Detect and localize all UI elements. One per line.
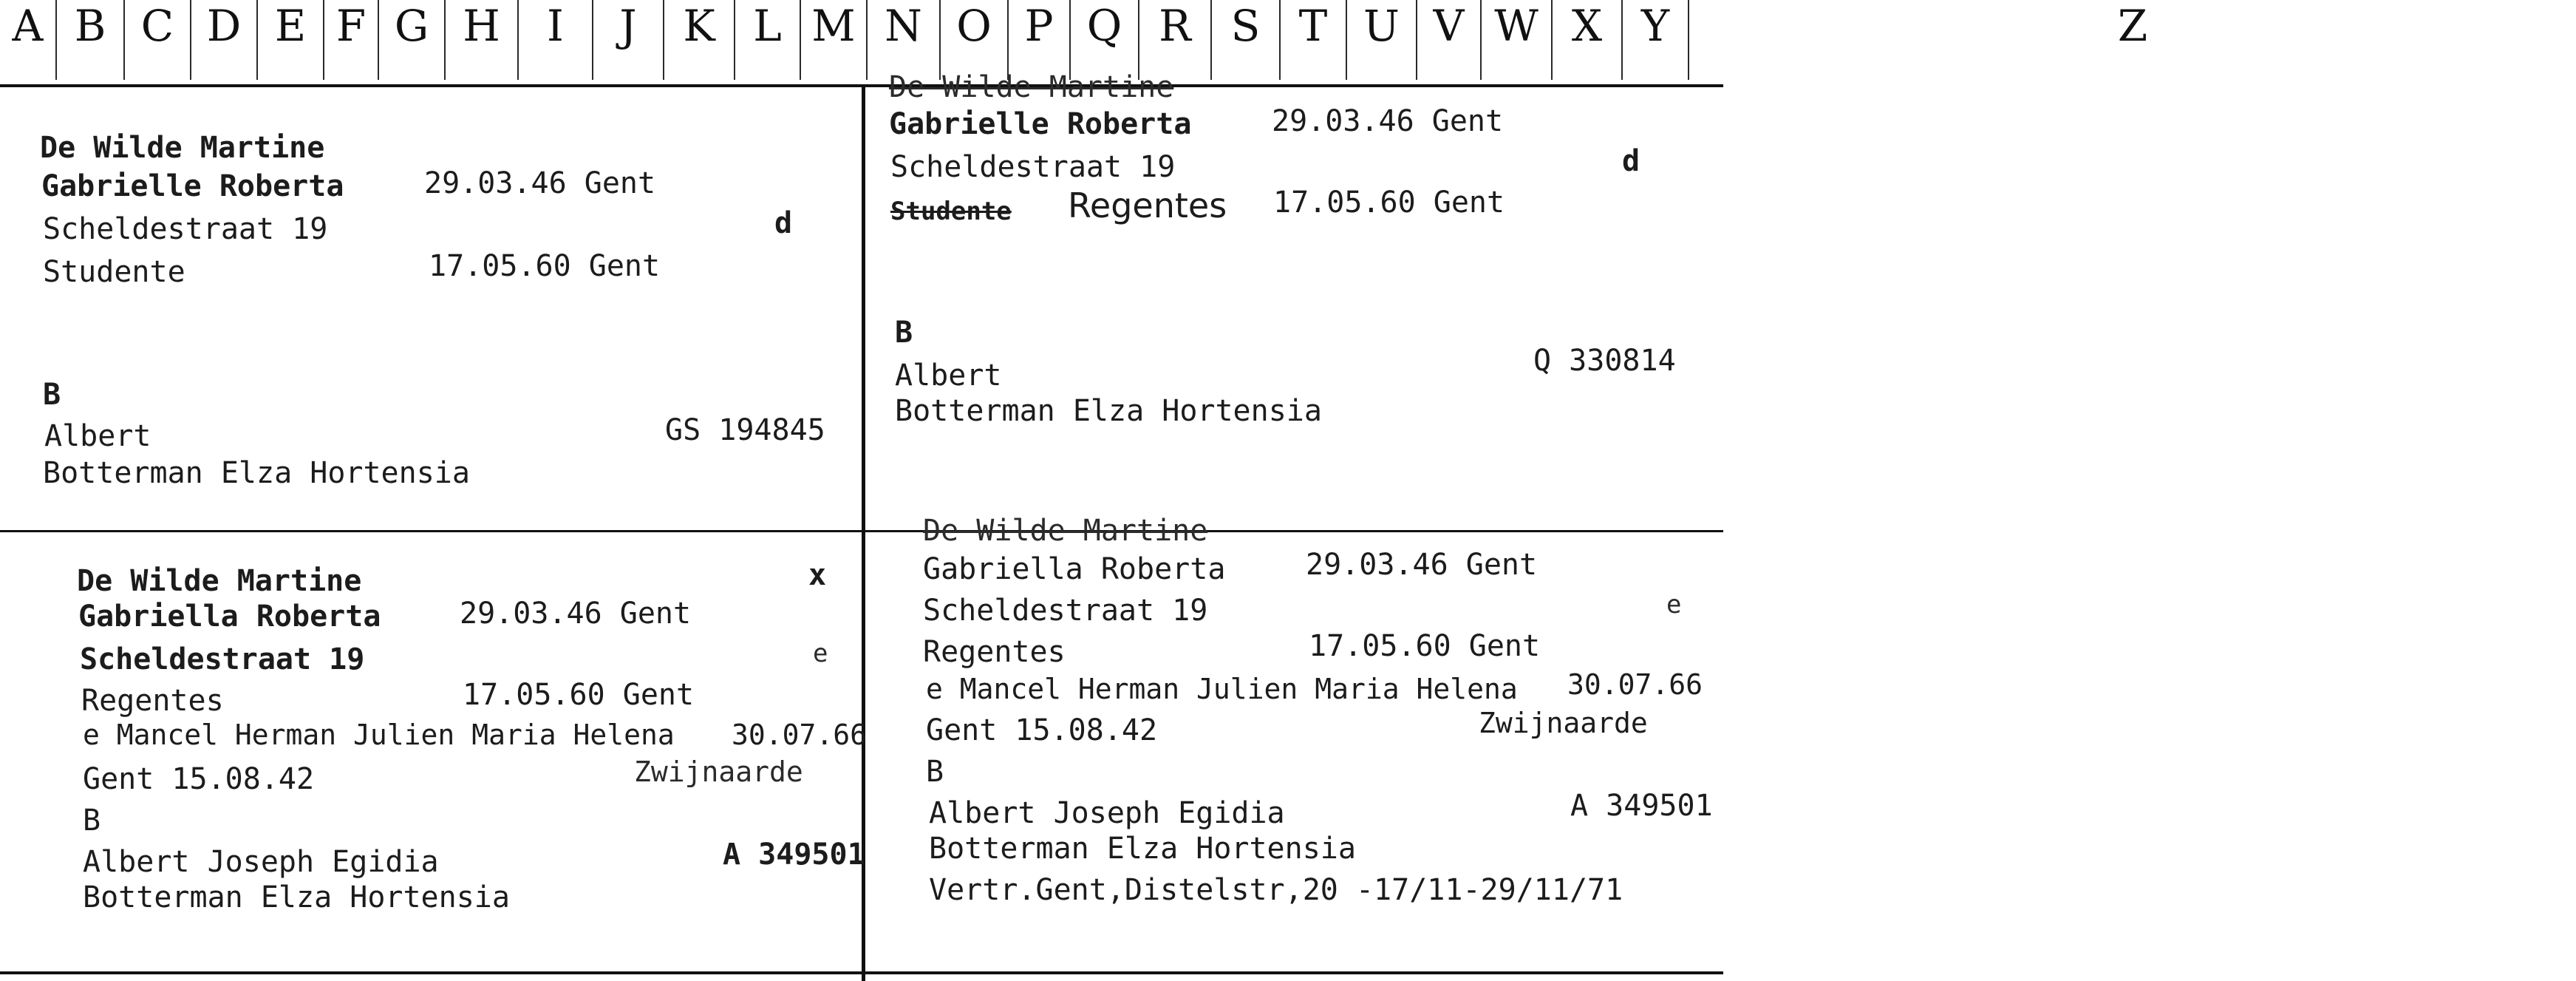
card-marriage-date: 30.07.66 bbox=[1567, 668, 1703, 701]
alphabet-letter: S bbox=[1230, 1, 1261, 51]
alphabet-tab-m bbox=[800, 0, 866, 80]
card-bottom-left bbox=[0, 532, 868, 971]
card-father-initial: B bbox=[895, 316, 913, 350]
alphabet-letter: Z bbox=[2117, 1, 2148, 51]
card-occupation: Studente bbox=[43, 255, 185, 289]
card-marriage-date: 30.07.66 bbox=[732, 719, 868, 751]
alphabet-letter: D bbox=[206, 1, 242, 51]
alphabet-letter: P bbox=[1024, 1, 1054, 51]
card-note: Vertr.Gent,Distelstr,20 -17/11-29/11/71 bbox=[929, 873, 1623, 907]
card-name: De Wilde Martine bbox=[923, 514, 1208, 548]
card-mother: Botterman Elza Hortensia bbox=[83, 880, 510, 914]
card-registration: 17.05.60 Gent bbox=[1273, 186, 1505, 220]
alphabet-tab-a bbox=[0, 0, 55, 80]
card-father-initial: B bbox=[43, 378, 61, 412]
alphabet-letter: N bbox=[885, 1, 922, 51]
alphabet-letter: M bbox=[811, 1, 856, 51]
alphabet-letter: K bbox=[683, 1, 715, 51]
card-top-left bbox=[0, 87, 862, 530]
card-mark: d bbox=[1622, 144, 1640, 178]
alphabet-tab-h bbox=[444, 0, 517, 80]
alphabet-tab-e bbox=[256, 0, 323, 80]
card-mark: e bbox=[1666, 590, 1682, 620]
card-registration: 17.05.60 Gent bbox=[463, 678, 695, 712]
alphabet-letter: L bbox=[753, 1, 782, 51]
alphabet-letter: R bbox=[1159, 1, 1191, 51]
alphabet-tab-g bbox=[378, 0, 444, 80]
card-father: Albert bbox=[895, 359, 1002, 393]
card-spouse-birth: Gent 15.08.42 bbox=[926, 713, 1158, 747]
card-mother: Botterman Elza Hortensia bbox=[895, 394, 1322, 428]
card-address: Scheldestraat 19 bbox=[923, 594, 1208, 628]
card-birth: 29.03.46 Gent bbox=[460, 597, 692, 631]
card-birth: 29.03.46 Gent bbox=[1306, 548, 1538, 582]
alphabet-tab-d bbox=[190, 0, 256, 80]
card-father-initial: B bbox=[83, 804, 101, 838]
card-mother: Botterman Elza Hortensia bbox=[43, 456, 470, 490]
card-address: Scheldestraat 19 bbox=[80, 642, 365, 676]
card-mark: d bbox=[774, 206, 793, 240]
card-occupation-struck: Studente bbox=[890, 197, 1012, 226]
alphabet-letter: Y bbox=[1640, 1, 1670, 51]
card-registration: 17.05.60 Gent bbox=[429, 249, 661, 283]
card-birth: 29.03.46 Gent bbox=[424, 166, 656, 200]
alphabet-letter: G bbox=[394, 1, 429, 51]
card-spouse: e Mancel Herman Julien Maria Helena bbox=[83, 719, 675, 751]
card-birth: 29.03.46 Gent bbox=[1272, 104, 1504, 138]
alphabet-letter: Q bbox=[1086, 1, 1122, 51]
card-spouse-birth: Gent 15.08.42 bbox=[83, 762, 315, 796]
card-address: Scheldestraat 19 bbox=[43, 212, 328, 246]
card-mother: Botterman Elza Hortensia bbox=[929, 832, 1356, 866]
alphabet-tab-i bbox=[517, 0, 592, 80]
card-given-names: Gabriella Roberta bbox=[923, 552, 1226, 586]
card-mark-x: x bbox=[808, 558, 827, 592]
card-id: GS 194845 bbox=[665, 413, 825, 447]
card-given-names: Gabrielle Roberta bbox=[41, 169, 344, 203]
card-id: A 349501 bbox=[723, 838, 865, 872]
card-occupation: Regentes bbox=[923, 635, 1066, 669]
card-mark: e bbox=[813, 639, 828, 668]
alphabet-letter: W bbox=[1494, 1, 1539, 51]
card-place: Zwijnaarde bbox=[634, 756, 803, 788]
alphabet-tab-l bbox=[734, 0, 800, 80]
card-registration: 17.05.60 Gent bbox=[1309, 629, 1541, 663]
alphabet-letter: A bbox=[12, 1, 44, 51]
card-name: De Wilde Martine bbox=[40, 131, 325, 165]
alphabet-tab-z bbox=[1688, 0, 2576, 80]
card-father-initial: B bbox=[926, 755, 944, 789]
card-top-right bbox=[865, 67, 1723, 530]
alphabet-letter: H bbox=[463, 1, 500, 51]
alphabet-tab-f bbox=[323, 0, 378, 80]
bottom-divider bbox=[0, 971, 1723, 974]
card-given-names: Gabrielle Roberta bbox=[889, 107, 1192, 141]
alphabet-letter: B bbox=[74, 1, 106, 51]
card-given-names: Gabriella Roberta bbox=[78, 600, 381, 634]
alphabet-letter: V bbox=[1433, 1, 1465, 51]
card-place: Zwijnaarde bbox=[1479, 707, 1648, 739]
alphabet-letter: F bbox=[335, 1, 367, 51]
card-occupation: Regentes bbox=[81, 684, 224, 718]
alphabet-letter: U bbox=[1363, 1, 1400, 51]
card-father: Albert bbox=[44, 419, 151, 453]
card-id: Q 330814 bbox=[1533, 344, 1676, 378]
alphabet-letter: C bbox=[140, 1, 174, 51]
card-name: De Wilde Martine bbox=[889, 70, 1174, 104]
alphabet-letter: O bbox=[956, 1, 992, 51]
alphabet-tab-j bbox=[592, 0, 663, 80]
card-father: Albert Joseph Egidia bbox=[929, 796, 1285, 830]
card-id: A 349501 bbox=[1570, 789, 1713, 823]
card-bottom-right bbox=[865, 510, 1723, 971]
alphabet-letter: E bbox=[274, 1, 307, 51]
card-name: De Wilde Martine bbox=[77, 564, 362, 598]
alphabet-letter: I bbox=[547, 1, 564, 51]
card-address: Scheldestraat 19 bbox=[890, 150, 1176, 184]
card-spouse: e Mancel Herman Julien Maria Helena bbox=[926, 673, 1518, 705]
card-occupation: Regentes bbox=[1068, 186, 1227, 225]
alphabet-letter: X bbox=[1571, 1, 1603, 51]
alphabet-letter: J bbox=[619, 1, 637, 51]
alphabet-letter: T bbox=[1298, 1, 1328, 51]
alphabet-tab-b bbox=[55, 0, 123, 80]
alphabet-tab-c bbox=[123, 0, 190, 80]
card-father: Albert Joseph Egidia bbox=[83, 845, 439, 879]
alphabet-tab-k bbox=[663, 0, 734, 80]
